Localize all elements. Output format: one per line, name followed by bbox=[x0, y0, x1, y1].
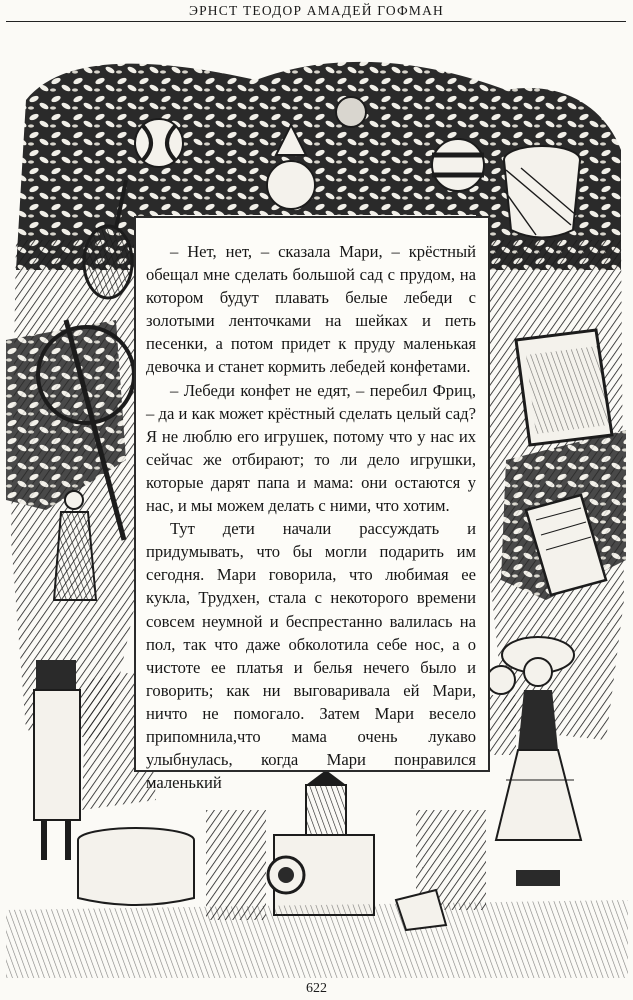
hat-box bbox=[78, 828, 194, 905]
paragraph: – Нет, нет, – сказала Мари, – крёстный обещал мне сделать большой сад с прудом, на котором будут плавать белые лебеди с золотыми ленточками на шейках и петь песенки, а потом придет к пруду маленькая девочка и станет кормить лебедей конфетами. bbox=[146, 242, 476, 377]
paragraph: – Лебеди конфет не едят, – перебил Фриц, – да и как может крёстный сделать целый сад? Я не люблю его игрушек, потому что у нас их сейчас же отбирают; то ли дело игрушки, которые дарят папа и мама: они остаются у нас, и мы можем делать с ними, что хотим. bbox=[146, 380, 476, 516]
small-ball bbox=[336, 97, 366, 127]
running-title: ЭРНСТ ТЕОДОР АМАДЕЙ ГОФМАН bbox=[188, 3, 445, 18]
doll-faces bbox=[486, 666, 516, 755]
striped-ball-right bbox=[432, 139, 484, 191]
header-rule bbox=[6, 21, 626, 22]
cabinet bbox=[206, 810, 266, 920]
paragraph: Тут дети начали рассуждать и придумывать, что бы могли подарить им сегодня. Мари говорила, что любимая ее кукла, Трудхен, стала с некоторого времени совсем неумной и беспрестанно валилась на пол, так что даже обколотила себе нос, а о чистоте ее платья и белья нечего было и говорить; как ни выговаривала ей Мари, ничто не помогало. Затем Мари весело припомнила,что мама очень лукаво улыбнулась, когда Мари понравился маленький bbox=[146, 519, 476, 793]
page-number: 622 bbox=[306, 981, 327, 996]
soldier-doll bbox=[34, 660, 80, 860]
striped-ball-left bbox=[135, 119, 183, 167]
body-text bbox=[146, 240, 476, 794]
drum bbox=[504, 146, 580, 238]
picture-frame bbox=[516, 330, 612, 445]
